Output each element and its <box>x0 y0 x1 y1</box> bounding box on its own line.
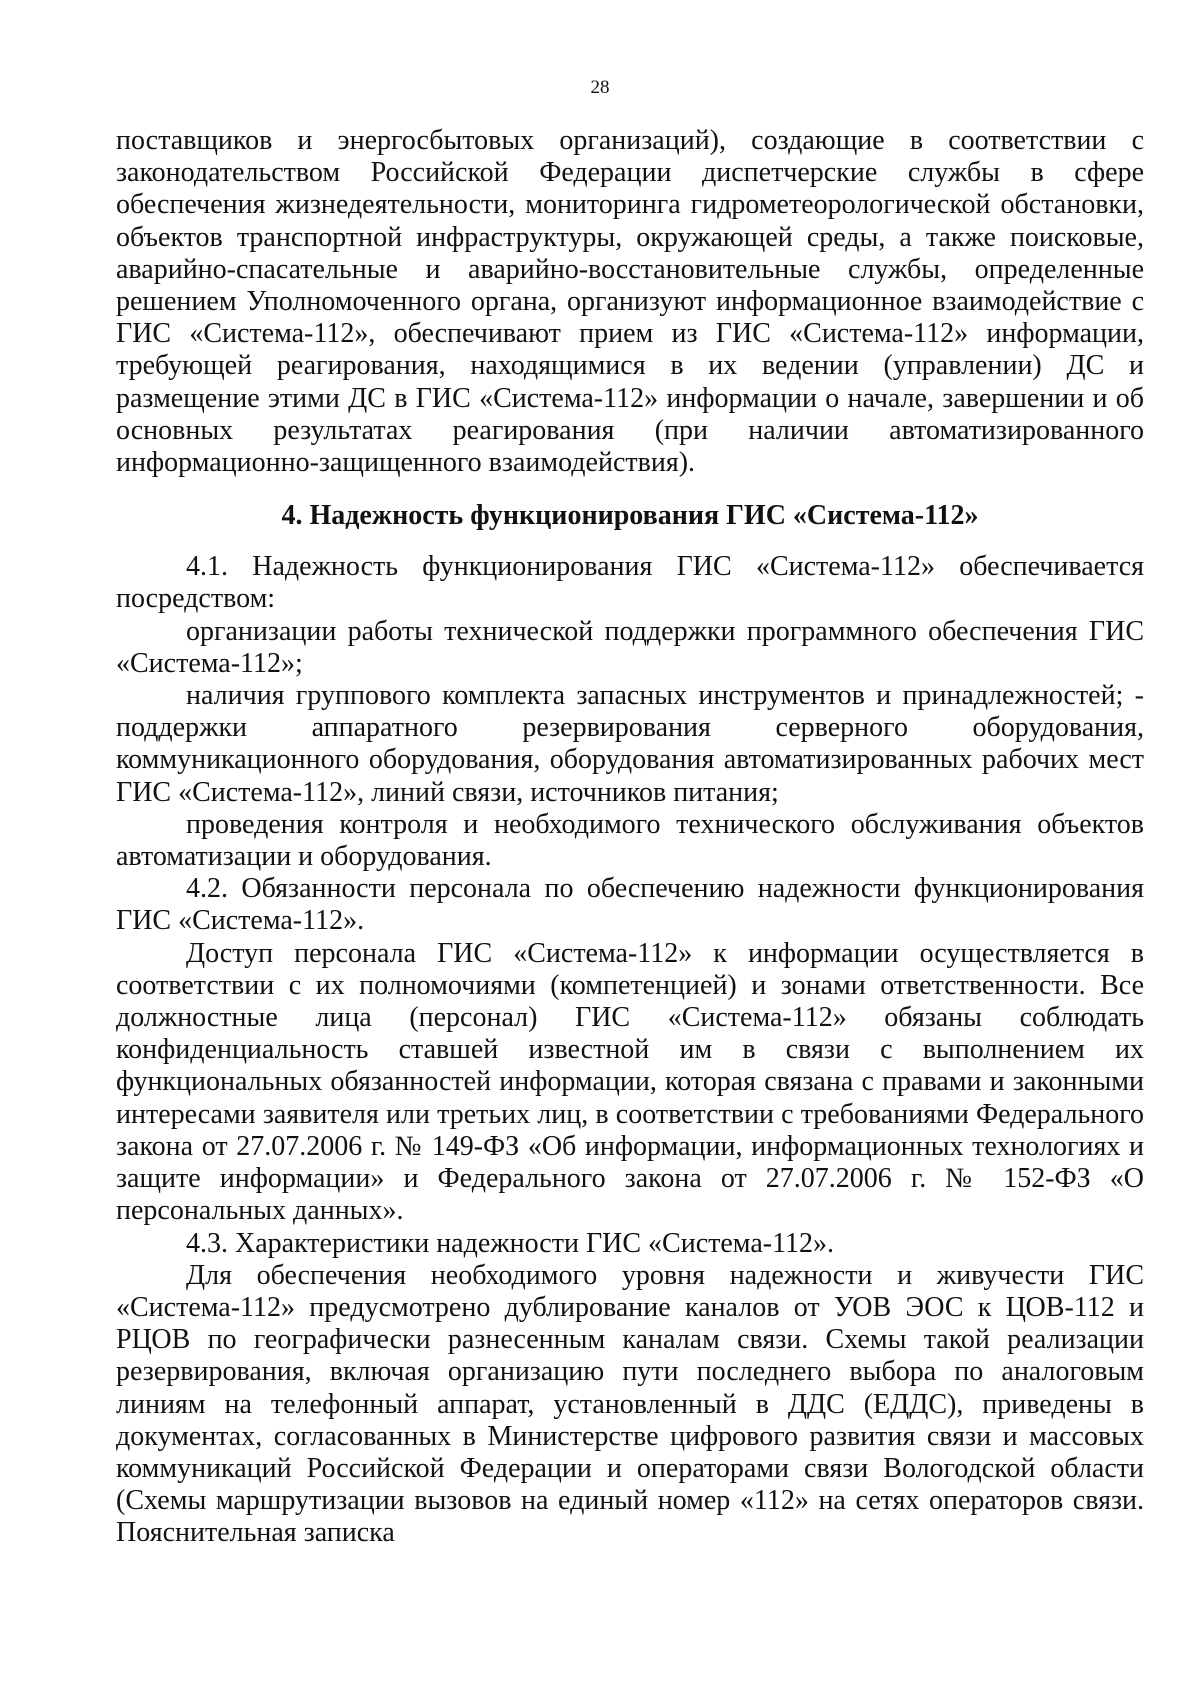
paragraph-4-2: 4.2. Обязанности персонала по обеспечению надежности функционирования ГИС «Система-112». <box>116 873 1144 937</box>
paragraph-personnel-access: Доступ персонала ГИС «Система-112» к информации осуществляется в соответствии с их полномочиями (компетенцией) и зонами ответственности. Все должностные лица (персонал) ГИС «Система-112» обязаны соблюдать конфиденциальность ставшей известной им в связи с выполнением их функциональных обязанностей информации, которая связана с правами и законными интересами заявителя или третьих лиц, в соответствии с требованиями Федерального закона от 27.07.2006 г. № 149-ФЗ «Об информации, информационных технологиях и защите информации» и Федерального закона от 27.07.2006 г. № 152-ФЗ «О персональных данных». <box>116 937 1144 1227</box>
section-heading: 4. Надежность функционирования ГИС «Система-112» <box>281 500 979 532</box>
paragraph-technical-support: организации работы технической поддержки программного обеспечения ГИС «Система-112»; <box>116 615 1144 679</box>
page-number: 28 <box>590 77 610 98</box>
intro-paragraph: поставщиков и энергосбытовых организаций), создающие в соответствии с законодательством Российской Федерации диспетчерские службы в сфере обеспечения жизнедеятельности, мониторинга гидрометеорологической обстановки, объектов транспортной инфраструктуры, окружающей среды, а также поисковые, аварийно-спасательные и аварийно-восстановительные службы, определенные решением Уполномоченного органа, организуют информационное взаимодействие с ГИС «Система-112», обеспечивают прием из ГИС «Система-112» информации, требующей реагирования, находящимися в их ведении (управлении) ДС и размещение этими ДС в ГИС «Система-112» информации о начале, завершении и об основных результатах реагирования (при наличии автоматизированного информационно-защищенного взаимодействия). <box>116 125 1144 479</box>
paragraph-spare-parts: наличия группового комплекта запасных инструментов и принадлежностей; - поддержки аппаратного резервирования серверного оборудования, коммуникационного оборудования, оборудования автоматизированных рабочих мест ГИС «Система-112», линий связи, источников питания; <box>116 680 1144 808</box>
paragraph-4-1: 4.1. Надежность функционирования ГИС «Система-112» обеспечивается посредством: <box>116 551 1144 615</box>
paragraph-4-3: 4.3. Характеристики надежности ГИС «Система-112». <box>186 1227 835 1259</box>
paragraph-redundancy: Для обеспечения необходимого уровня надежности и живучести ГИС «Система-112» предусмотрено дублирование каналов от УОВ ЭОС к ЦОВ-112 и РЦОВ по географически разнесенным каналам связи. Схемы такой реализации резервирования, включая организацию пути последнего выбора по аналоговым линиям на телефонный аппарат, установленный в ДДС (ЕДДС), приведены в документах, согласованных в Министерстве цифрового развития связи и массовых коммуникаций Российской Федерации и операторами связи Вологодской области (Схемы маршрутизации вызовов на единый номер «112» на сетях операторов связи. Пояснительная записка <box>116 1259 1144 1549</box>
page-content <box>116 125 1144 1550</box>
paragraph-maintenance: проведения контроля и необходимого технического обслуживания объектов автоматизации и оборудования. <box>116 808 1144 873</box>
